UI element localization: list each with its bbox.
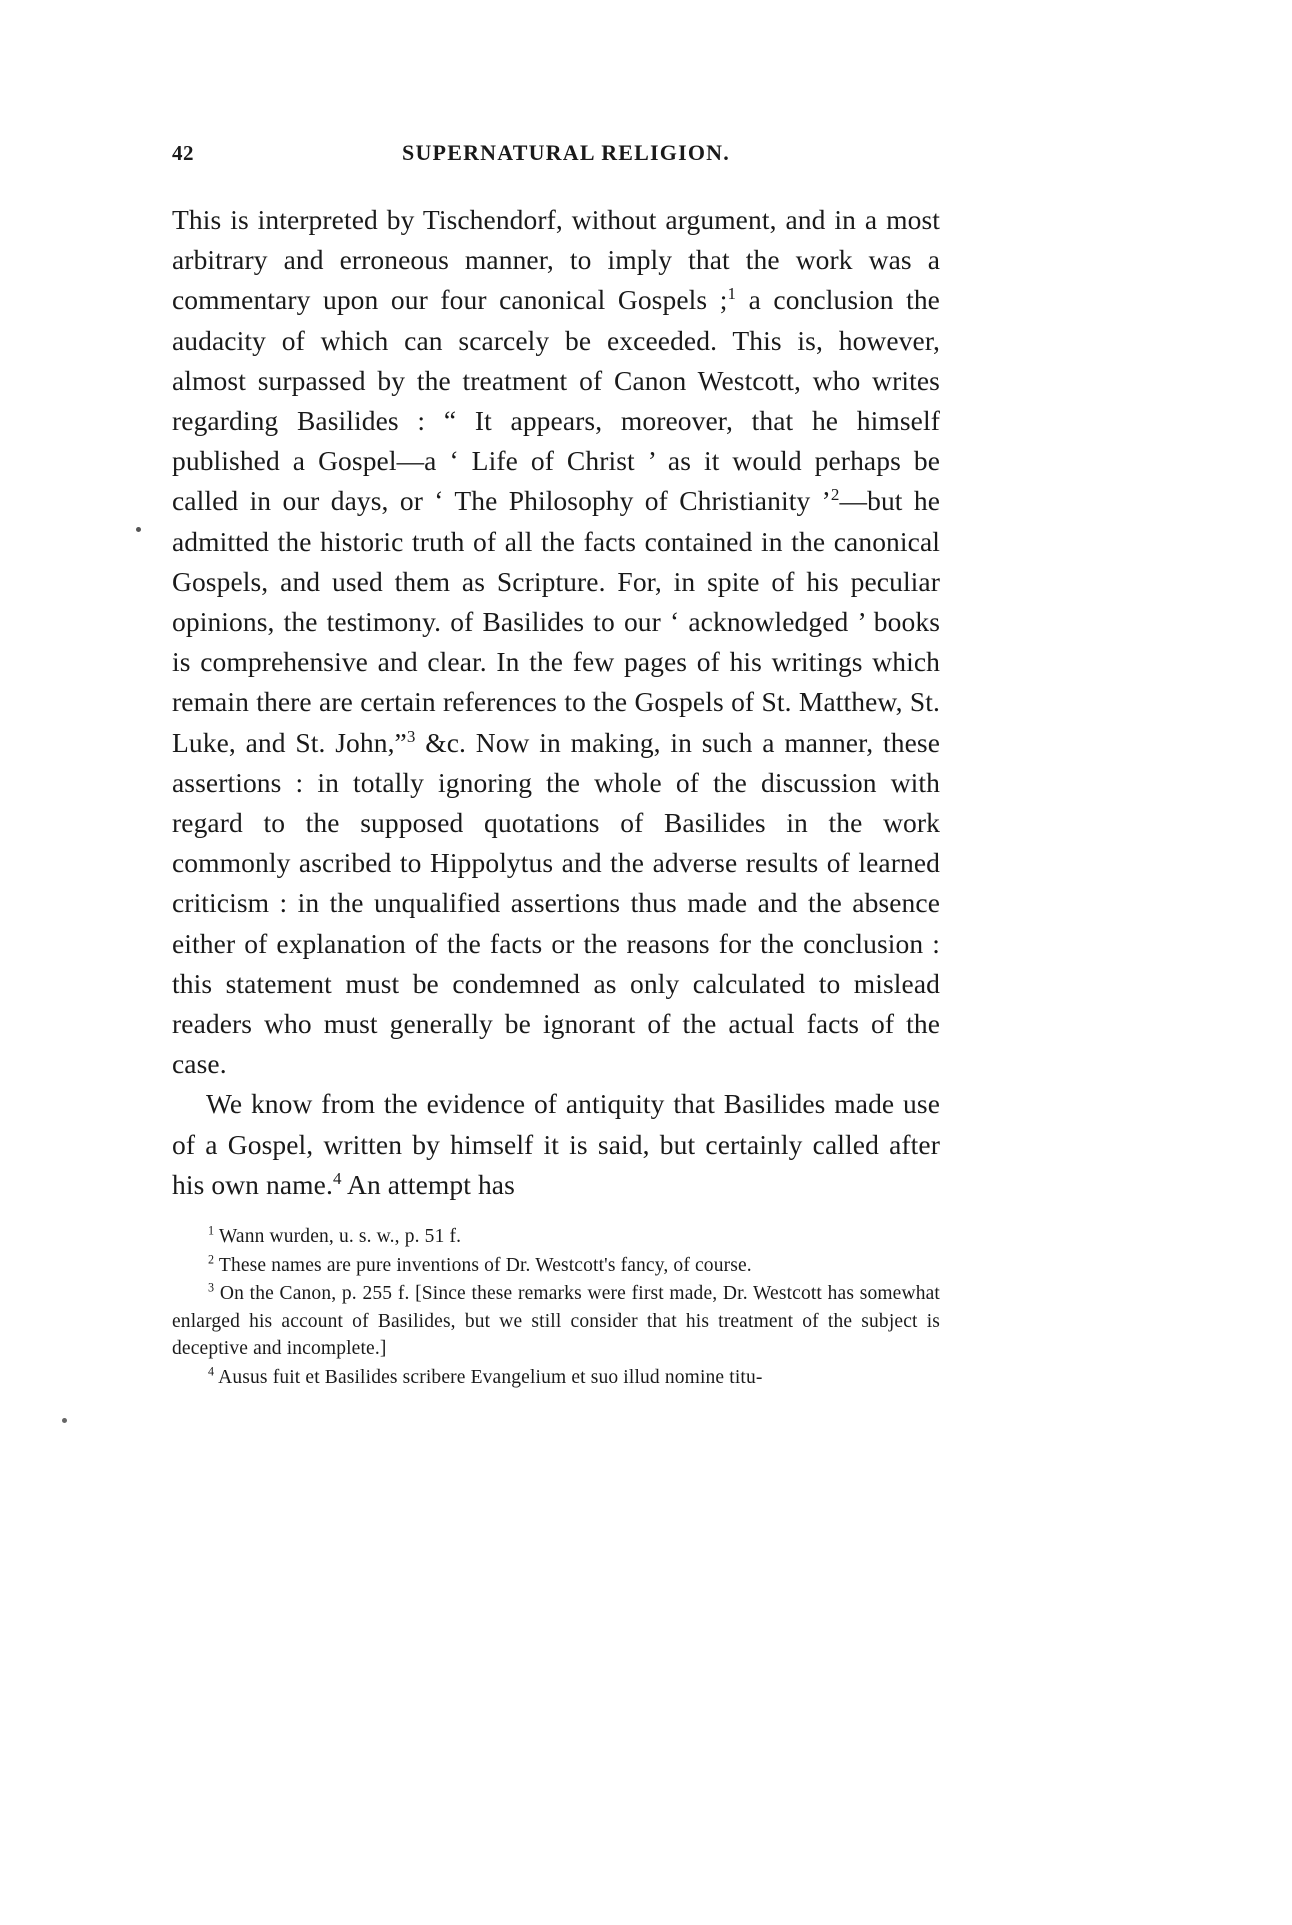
page-header <box>172 140 940 174</box>
page-content <box>172 140 940 1392</box>
paragraph-1 <box>172 200 940 1084</box>
body-text <box>172 200 940 1205</box>
footnote-marker-3: 3 <box>208 1280 215 1295</box>
footnote-4-text: Ausus fuit et Basilides scribere Evangelium et suo illud nomine titu- <box>218 1366 763 1388</box>
paragraph-2 <box>172 1084 940 1205</box>
paragraph-2-segment-1: We know from the evidence of antiquity that Basilides made use of a Gospel, written by himself it is said, but certainly called after his own name. <box>172 1088 940 1200</box>
footnote-2-text: These names are pure inventions of Dr. Westcott's fancy, of course. <box>218 1254 752 1276</box>
footnote-4 <box>172 1364 940 1392</box>
paragraph-1-segment-3: —but he admitted the historic truth of all the facts contained in the canonical Gospels, and used them as Scripture. For, in spite of his peculiar opinions, the testimony. of Basilides to our ‘ acknowledged ’ books is comprehensive and clear. In the few pages of his writings which remain there are certain references to the Gospels of St. Matthew, St. Luke, and St. John,” <box>172 485 941 758</box>
footnote-3 <box>172 1280 940 1363</box>
footnote-1 <box>172 1223 940 1251</box>
footnote-ref-1[interactable]: 1 <box>727 284 737 304</box>
margin-speck-lower <box>62 1418 67 1423</box>
footnote-ref-2[interactable]: 2 <box>830 485 840 505</box>
running-head: SUPERNATURAL RELIGION. <box>402 140 730 165</box>
margin-speck <box>136 527 141 532</box>
footnote-marker-4: 4 <box>208 1364 215 1379</box>
footnote-2 <box>172 1252 940 1280</box>
paragraph-1-segment-4: &c. Now in making, in such a manner, these assertions : in totally ignoring the whole of the discussion with regard to the supposed quotations of Basilides in the work commonly ascribed to Hippolytus and the adverse results of learned criticism : in the unqualified assertions thus made and the absence either of explanation of the facts or the reasons for the conclusion : this statement must be condemned as only calculated to mislead readers who must generally be ignorant of the actual facts of the case. <box>172 726 940 1080</box>
footnote-3-text: On the Canon, p. 255 f. [Since these remarks were first made, Dr. Westcott has somewhat enlarged his account of Basilides, but we still consider that his treatment of the subject is deceptive and incomplete.] <box>172 1283 940 1360</box>
paragraph-2-segment-2: An attempt has <box>341 1168 515 1200</box>
footnotes <box>172 1223 940 1391</box>
footnote-marker-1: 1 <box>208 1223 215 1238</box>
footnote-marker-2: 2 <box>208 1252 215 1267</box>
page-number: 42 <box>172 141 194 165</box>
footnote-ref-4[interactable]: 4 <box>332 1168 342 1188</box>
paragraph-1-segment-1: This is interpreted by Tischendorf, without argument, and in a most arbitrary and erroneous manner, to imply that the work was a commentary upon our four canonical Gospels ; <box>172 204 940 316</box>
footnote-ref-3[interactable]: 3 <box>406 726 416 746</box>
footnote-1-text: Wann wurden, u. s. w., p. 51 f. <box>218 1226 462 1248</box>
paragraph-1-segment-2: a conclusion the audacity of which can scarcely be exceeded. This is, however, almost surpassed by the treatment of Canon Westcott, who writes regarding Basilides : “ It appears, moreover, that he himself published a Gospel—a ‘ Life of Christ ’ as it would perhaps be called in our days, or ‘ The Philosophy of Christianity ’ <box>172 284 940 517</box>
